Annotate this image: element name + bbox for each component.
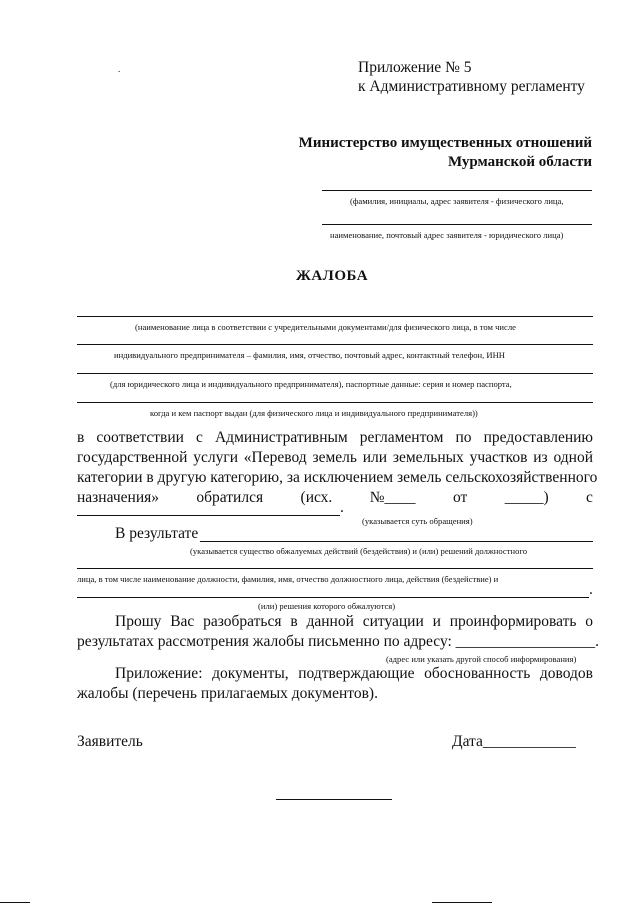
scan-edge-right: [432, 902, 492, 903]
ministry-addressee: [299, 134, 592, 172]
signature-line[interactable]: [276, 799, 392, 800]
main-line-2: государственной услуги «Перевод земель или земельных участков из одной: [77, 449, 593, 466]
request-paragraph: [77, 612, 600, 652]
word-from: от: [452, 489, 468, 506]
essence-end-dot: .: [340, 499, 344, 516]
result-hint-3: (или) решения которого обжалуются): [258, 601, 396, 611]
party-hint-3: (для юридического лица и индивидуального предпринимателя), паспортные данные: серия и номер паспорта,: [110, 379, 512, 389]
applicant-label: Заявитель: [77, 733, 143, 750]
request-hint: (адрес или указать другой способ информирования): [386, 654, 577, 664]
document-title: ЖАЛОБА: [296, 268, 369, 284]
party-line-2[interactable]: [77, 344, 593, 345]
party-line-3[interactable]: [77, 373, 593, 374]
ministry-name: Министерство имущественных отношений: [298, 135, 592, 151]
party-hint-2: индивидуального предпринимателя – фамилия, имя, отчество, почтовый адрес, контактный телефон, ИНН: [114, 350, 506, 360]
attachment-line-2: жалобы (перечень прилагаемых документов).: [77, 685, 378, 702]
number-field[interactable]: №____: [369, 489, 416, 506]
main-line-3: категории в другую категорию, за исключением земель сельскохозяйственного: [77, 469, 598, 486]
party-hint-4: когда и кем паспорт выдан (для физического лица и индивидуального предпринимателя)): [150, 408, 478, 418]
appendix-number: Приложение № 5: [358, 59, 472, 76]
scan-edge-left: [0, 902, 30, 903]
party-hint-1: (наименование лица в соответствии с учредительными документами/для физического лица, в том числе: [135, 322, 516, 332]
result-line-1[interactable]: [200, 541, 593, 542]
result-hint-2: лица, в том числе наименование должности, фамилия, имя, отчество должностного лица, действия (бездействие) и: [77, 574, 499, 584]
party-line-4[interactable]: [77, 402, 593, 403]
main-line-1: в соответствии с Административным регламентом по предоставлению: [77, 429, 593, 446]
main-line-4: [77, 488, 593, 508]
applicant-hint-2: наименование, почтовый адрес заявителя - юридического лица): [330, 230, 564, 240]
attachment-paragraph: [77, 664, 593, 704]
word-applied: обратился: [196, 489, 264, 506]
word-with: с: [586, 489, 593, 506]
result-hint-1: (указывается существо обжалуемых действий (бездействия) и (или) решений должностного: [190, 546, 527, 556]
applicant-line-1[interactable]: [322, 190, 592, 191]
ministry-region: Мурманской области: [447, 154, 592, 170]
date-field[interactable]: _____): [504, 489, 549, 506]
party-line-1[interactable]: [77, 316, 593, 317]
result-line-2[interactable]: [77, 568, 593, 569]
request-line-2: результатах рассмотрения жалобы письменно по адресу: __________________.: [77, 633, 600, 650]
applicant-line-2[interactable]: [322, 224, 592, 225]
result-line-3[interactable]: [77, 597, 589, 598]
essence-line[interactable]: [77, 515, 340, 516]
stray-mark: .: [118, 64, 121, 74]
appendix-reference: к Административному регламенту: [358, 78, 585, 95]
word-purpose: назначения»: [77, 489, 159, 506]
attachment-line-1: Приложение: документы, подтверждающие обоснованность доводов: [115, 665, 593, 682]
request-line-1: Прошу Вас разобраться в данной ситуации и проинформировать о: [115, 613, 593, 630]
applicant-hint-1: (фамилия, инициалы, адрес заявителя - физического лица,: [350, 196, 564, 206]
main-paragraph: [77, 428, 598, 488]
date-label[interactable]: Дата____________: [452, 733, 576, 750]
appendix-header: [358, 58, 585, 96]
word-outgoing: (исх.: [300, 489, 333, 506]
essence-hint: (указывается суть обращения): [362, 516, 473, 526]
result-label: В результате: [115, 525, 199, 542]
result-end-dot: .: [589, 581, 593, 598]
